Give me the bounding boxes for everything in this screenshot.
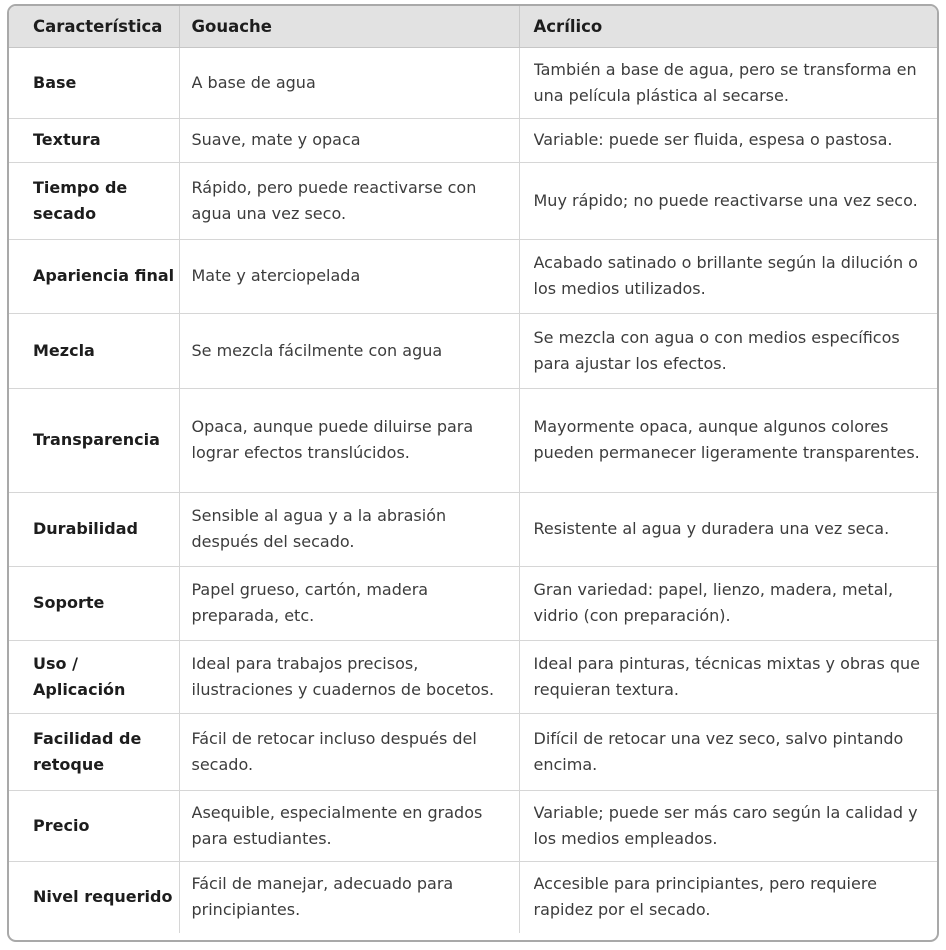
feature-cell xyxy=(9,162,179,239)
acrilico-value: Difícil de retocar una vez seco, salvo pintando encima. xyxy=(533,728,904,774)
feature-label: Mezcla xyxy=(33,340,95,360)
feature-cell xyxy=(9,313,179,388)
table-row xyxy=(9,492,937,566)
table-row xyxy=(9,118,937,162)
gouache-vs-acrilico-table xyxy=(9,6,937,933)
table-row xyxy=(9,162,937,239)
acrilico-cell xyxy=(519,861,937,933)
gouache-cell xyxy=(179,47,519,118)
acrilico-cell xyxy=(519,388,937,492)
gouache-value: Fácil de retocar incluso después del secado. xyxy=(191,728,477,774)
column-header-gouache: Gouache xyxy=(179,6,519,47)
feature-label: Durabilidad xyxy=(33,519,138,538)
acrilico-value: Variable; puede ser más caro según la calidad y los medios empleados. xyxy=(533,802,918,848)
gouache-value: Asequible, especialmente en grados para estudiantes. xyxy=(191,802,483,848)
table-header-row xyxy=(9,6,937,47)
feature-label: Base xyxy=(33,72,77,92)
gouache-value: Sensible al agua y a la abrasión después del secado. xyxy=(191,506,447,551)
table-row xyxy=(9,239,937,313)
gouache-value: Rápido, pero puede reactivarse con agua una vez seco. xyxy=(191,177,477,223)
acrilico-cell xyxy=(519,713,937,790)
gouache-cell xyxy=(179,239,519,313)
acrilico-value: Gran variedad: papel, lienzo, madera, metal, vidrio (con preparación). xyxy=(533,580,894,625)
acrilico-cell xyxy=(519,566,937,640)
gouache-cell xyxy=(179,388,519,492)
gouache-cell xyxy=(179,313,519,388)
feature-label: Nivel requerido xyxy=(33,887,173,907)
table-row xyxy=(9,713,937,790)
table-row xyxy=(9,313,937,388)
comparison-table xyxy=(7,4,939,942)
acrilico-cell xyxy=(519,239,937,313)
acrilico-value: Muy rápido; no puede reactivarse una vez seco. xyxy=(533,190,918,210)
acrilico-value: Se mezcla con agua o con medios específicos para ajustar los efectos. xyxy=(533,327,900,373)
feature-cell xyxy=(9,713,179,790)
gouache-value: Fácil de manejar, adecuado para principiantes. xyxy=(191,874,454,920)
acrilico-value: Acabado satinado o brillante según la dilución o los medios utilizados. xyxy=(533,253,918,298)
feature-cell xyxy=(9,790,179,861)
gouache-cell xyxy=(179,162,519,239)
feature-label: Soporte xyxy=(33,593,105,612)
acrilico-cell xyxy=(519,640,937,713)
feature-label: Transparencia xyxy=(33,430,160,449)
gouache-cell xyxy=(179,566,519,640)
feature-cell xyxy=(9,118,179,162)
gouache-value: Mate y aterciopelada xyxy=(191,266,361,285)
table-row xyxy=(9,640,937,713)
acrilico-value: Variable: puede ser fluida, espesa o pastosa. xyxy=(533,130,893,149)
gouache-cell xyxy=(179,790,519,861)
acrilico-value: Ideal para pinturas, técnicas mixtas y obras que requieran textura. xyxy=(533,653,920,699)
table-row xyxy=(9,566,937,640)
column-header-caracteristica: Característica xyxy=(9,6,179,47)
gouache-cell xyxy=(179,118,519,162)
feature-cell xyxy=(9,566,179,640)
acrilico-value: Resistente al agua y duradera una vez seca. xyxy=(533,519,890,538)
acrilico-cell xyxy=(519,313,937,388)
acrilico-cell xyxy=(519,492,937,566)
feature-label: Precio xyxy=(33,815,90,835)
feature-label: Uso / Aplicación xyxy=(33,653,126,699)
feature-label: Facilidad de retoque xyxy=(33,728,142,774)
gouache-value: Se mezcla fácilmente con agua xyxy=(191,340,443,360)
table-row xyxy=(9,790,937,861)
gouache-value: Papel grueso, cartón, madera preparada, etc. xyxy=(191,580,429,625)
acrilico-value: También a base de agua, pero se transforma en una película plástica al secarse. xyxy=(533,59,917,105)
table-row xyxy=(9,388,937,492)
table-row xyxy=(9,47,937,118)
column-header-acrilico: Acrílico xyxy=(519,6,937,47)
gouache-cell xyxy=(179,713,519,790)
gouache-cell xyxy=(179,861,519,933)
feature-cell xyxy=(9,640,179,713)
feature-cell xyxy=(9,492,179,566)
acrilico-cell xyxy=(519,790,937,861)
acrilico-value: Accesible para principiantes, pero requiere rapidez por el secado. xyxy=(533,874,877,920)
acrilico-cell xyxy=(519,47,937,118)
gouache-cell xyxy=(179,492,519,566)
feature-label: Tiempo de secado xyxy=(33,177,128,223)
gouache-value: Ideal para trabajos precisos, ilustraciones y cuadernos de bocetos. xyxy=(191,653,495,699)
acrilico-value: Mayormente opaca, aunque algunos colores pueden permanecer ligeramente transparentes. xyxy=(533,417,920,462)
feature-cell xyxy=(9,47,179,118)
gouache-value: Opaca, aunque puede diluirse para lograr efectos translúcidos. xyxy=(191,417,474,462)
gouache-value: Suave, mate y opaca xyxy=(191,130,361,149)
table-row xyxy=(9,861,937,933)
acrilico-cell xyxy=(519,162,937,239)
feature-cell xyxy=(9,861,179,933)
gouache-cell xyxy=(179,640,519,713)
feature-cell xyxy=(9,388,179,492)
feature-cell xyxy=(9,239,179,313)
acrilico-cell xyxy=(519,118,937,162)
feature-label: Textura xyxy=(33,130,101,149)
feature-label: Apariencia final xyxy=(33,266,175,285)
gouache-value: A base de agua xyxy=(191,72,316,92)
